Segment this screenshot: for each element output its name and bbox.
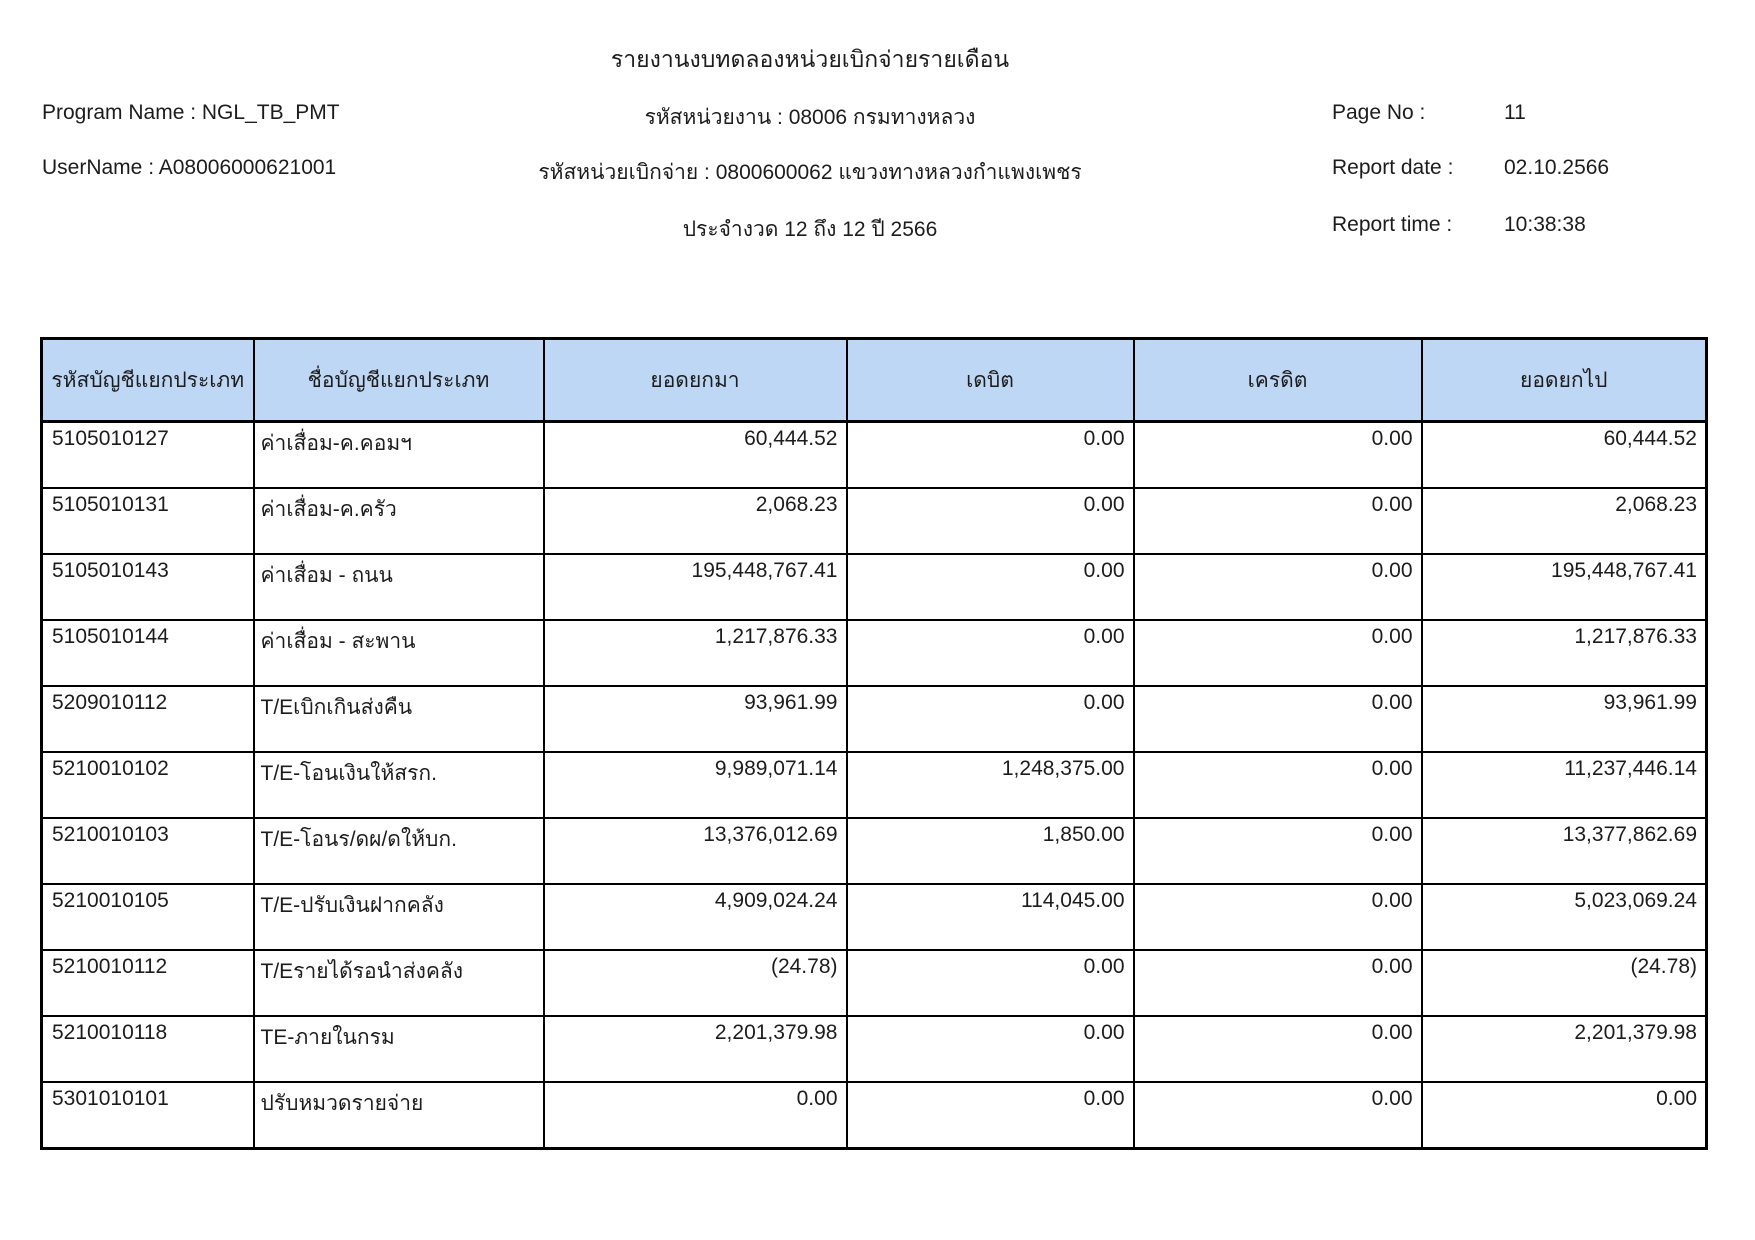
username-label: UserName : [42,156,155,179]
account-name-cell: ปรับหมวดรายจ่าย [254,1082,544,1149]
column-header-credit: เครดิต [1134,339,1422,422]
credit-cell: 0.00 [1134,1016,1422,1082]
debit-cell: 0.00 [847,1016,1134,1082]
table-row [42,554,1707,620]
table-row [42,884,1707,950]
column-header-account-code: รหัสบัญชีแยกประเภท [42,339,254,422]
report-date-value: 02.10.2566 [1504,156,1610,179]
page-no-label: Page No : [1332,101,1426,124]
account-code-cell: 5301010101 [42,1082,254,1149]
table-row [42,1082,1707,1149]
account-name-cell: ค่าเสื่อม - สะพาน [254,620,544,686]
account-code-cell: 5105010143 [42,554,254,620]
credit-cell: 0.00 [1134,884,1422,950]
carried-forward-cell: 60,444.52 [1422,422,1707,489]
brought-forward-cell: 9,989,071.14 [544,752,847,818]
credit-cell: 0.00 [1134,686,1422,752]
table-row [42,752,1707,818]
brought-forward-cell: (24.78) [544,950,847,1016]
account-code-cell: 5210010118 [42,1016,254,1082]
debit-cell: 0.00 [847,554,1134,620]
carried-forward-cell: 13,377,862.69 [1422,818,1707,884]
credit-cell: 0.00 [1134,1082,1422,1149]
brought-forward-cell: 195,448,767.41 [544,554,847,620]
debit-cell: 0.00 [847,488,1134,554]
credit-cell: 0.00 [1134,818,1422,884]
account-code-cell: 5210010105 [42,884,254,950]
debit-cell: 1,248,375.00 [847,752,1134,818]
account-code-cell: 5210010103 [42,818,254,884]
table-row [42,686,1707,752]
period-line: ประจำงวด 12 ถึง 12 ปี 2566 [682,218,938,241]
account-name-cell: T/Eเบิกเกินส่งคืน [254,686,544,752]
table-row [42,1016,1707,1082]
credit-cell: 0.00 [1134,620,1422,686]
credit-cell: 0.00 [1134,488,1422,554]
report-time-value: 10:38:38 [1504,213,1586,236]
carried-forward-cell: 2,201,379.98 [1422,1016,1707,1082]
report-time-label: Report time : [1332,213,1453,236]
account-name-cell: ค่าเสื่อม - ถนน [254,554,544,620]
account-code-cell: 5105010127 [42,422,254,489]
debit-cell: 1,850.00 [847,818,1134,884]
program-name-label: Program Name : [42,101,197,124]
credit-cell: 0.00 [1134,752,1422,818]
brought-forward-cell: 60,444.52 [544,422,847,489]
debit-cell: 114,045.00 [847,884,1134,950]
account-code-cell: 5210010102 [42,752,254,818]
brought-forward-cell: 2,201,379.98 [544,1016,847,1082]
column-header-account-name: ชื่อบัญชีแยกประเภท [254,339,544,422]
account-name-cell: T/E-ปรับเงินฝากคลัง [254,884,544,950]
account-code-cell: 5210010112 [42,950,254,1016]
carried-forward-cell: 5,023,069.24 [1422,884,1707,950]
brought-forward-cell: 93,961.99 [544,686,847,752]
disbursing-unit-line: รหัสหน่วยเบิกจ่าย : 0800600062 แขวงทางหลวงกำแพงเพชร [538,161,1082,184]
username-value: A08006000621001 [158,156,337,179]
carried-forward-cell: 1,217,876.33 [1422,620,1707,686]
column-header-brought-forward: ยอดยกมา [544,339,847,422]
account-name-cell: ค่าเสื่อม-ค.ครัว [254,488,544,554]
account-name-cell: TE-ภายในกรม [254,1016,544,1082]
page-no-value: 11 [1504,101,1526,124]
table-row [42,620,1707,686]
debit-cell: 0.00 [847,1082,1134,1149]
trial-balance-table [40,337,1708,1150]
brought-forward-cell: 4,909,024.24 [544,884,847,950]
table-header-row [42,339,1707,422]
table-body [42,422,1707,1149]
column-header-debit: เดบิต [847,339,1134,422]
brought-forward-cell: 0.00 [544,1082,847,1149]
credit-cell: 0.00 [1134,422,1422,489]
carried-forward-cell: 2,068.23 [1422,488,1707,554]
agency-code-line: รหัสหน่วยงาน : 08006 กรมทางหลวง [644,106,976,129]
report-date-label: Report date : [1332,156,1454,179]
debit-cell: 0.00 [847,422,1134,489]
carried-forward-cell: 93,961.99 [1422,686,1707,752]
table-header [42,339,1707,422]
account-name-cell: T/Eรายได้รอนำส่งคลัง [254,950,544,1016]
table-row [42,818,1707,884]
account-code-cell: 5105010131 [42,488,254,554]
account-name-cell: T/E-โอนเงินให้สรก. [254,752,544,818]
table-row [42,488,1707,554]
debit-cell: 0.00 [847,950,1134,1016]
program-name-value: NGL_TB_PMT [201,101,340,124]
carried-forward-cell: 0.00 [1422,1082,1707,1149]
account-name-cell: ค่าเสื่อม-ค.คอมฯ [254,422,544,489]
page-title: รายงานงบทดลองหน่วยเบิกจ่ายรายเดือน [610,46,1010,72]
brought-forward-cell: 13,376,012.69 [544,818,847,884]
account-code-cell: 5105010144 [42,620,254,686]
brought-forward-cell: 2,068.23 [544,488,847,554]
account-name-cell: T/E-โอนร/ดผ/ดให้บก. [254,818,544,884]
debit-cell: 0.00 [847,620,1134,686]
credit-cell: 0.00 [1134,950,1422,1016]
account-code-cell: 5209010112 [42,686,254,752]
table-row [42,422,1707,489]
credit-cell: 0.00 [1134,554,1422,620]
debit-cell: 0.00 [847,686,1134,752]
carried-forward-cell: 11,237,446.14 [1422,752,1707,818]
carried-forward-cell: 195,448,767.41 [1422,554,1707,620]
carried-forward-cell: (24.78) [1422,950,1707,1016]
table-row [42,950,1707,1016]
column-header-carried-forward: ยอดยกไป [1422,339,1707,422]
brought-forward-cell: 1,217,876.33 [544,620,847,686]
